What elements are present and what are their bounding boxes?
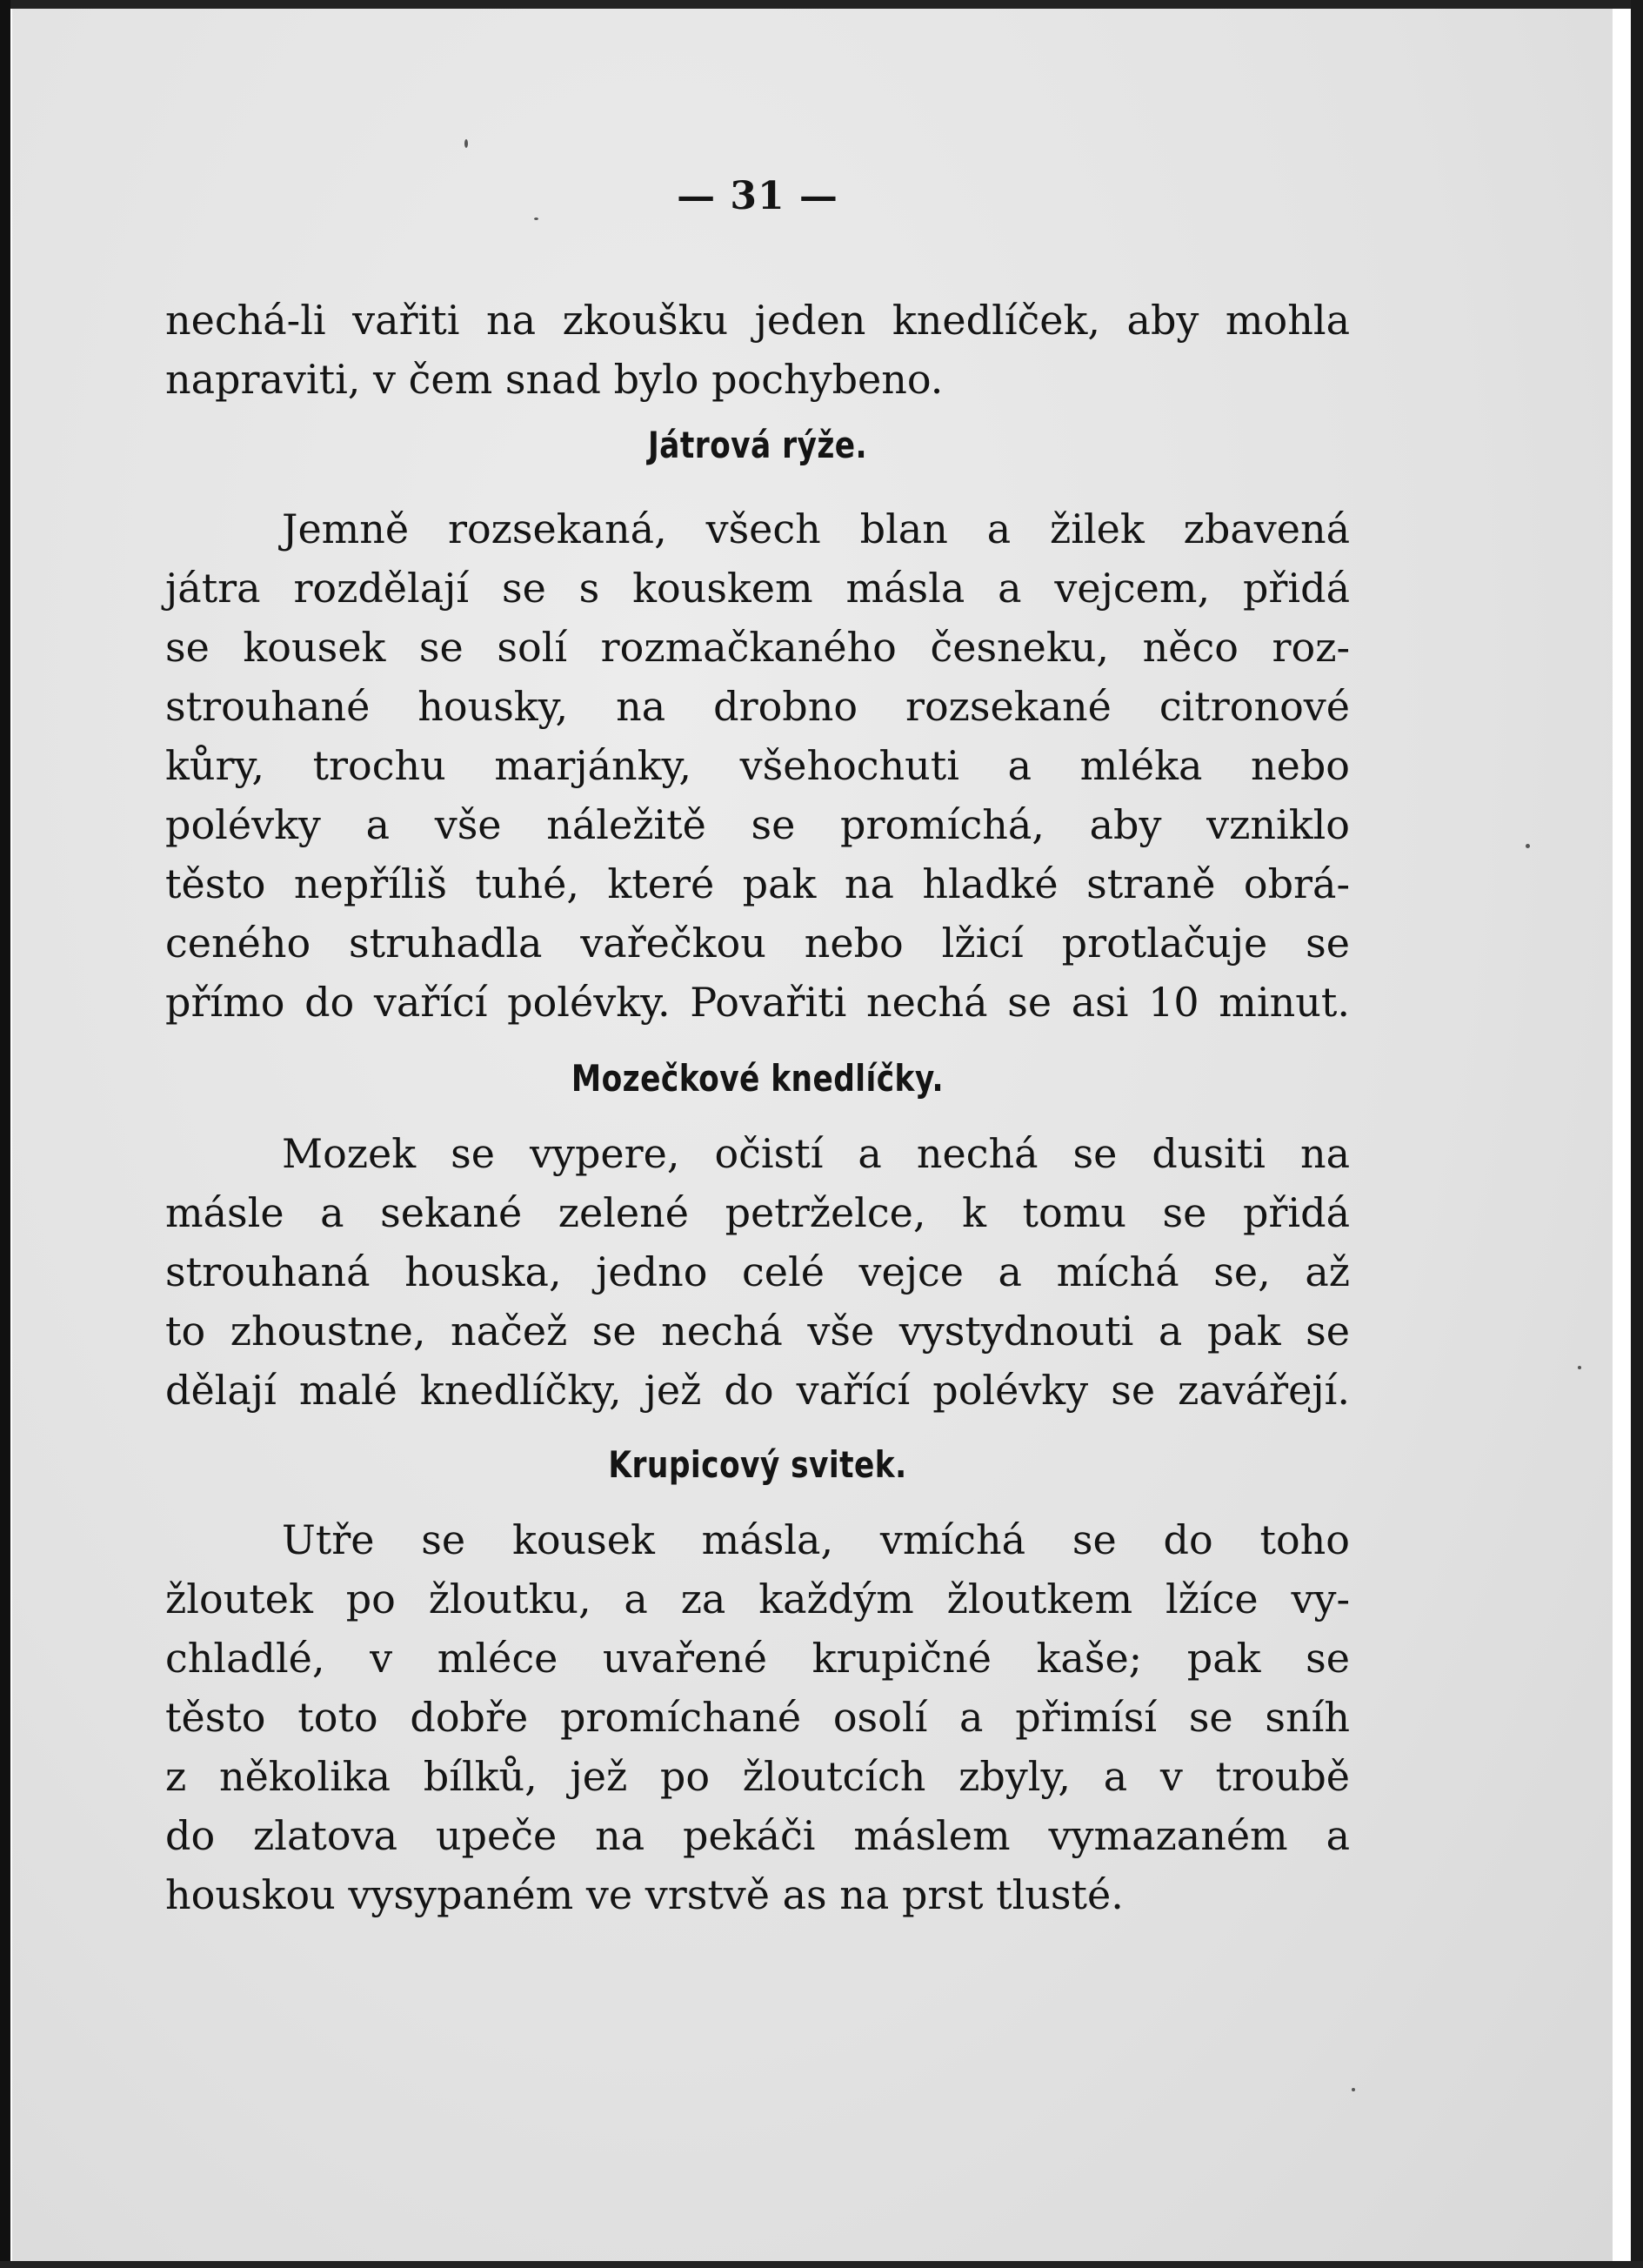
section-line: chladlé, v mléce uvařené krupičné kaše; pak se [165, 1635, 1350, 1682]
section-line: ceného struhadla vařečkou nebo lžicí protlačuje se [165, 920, 1350, 967]
scan-edge-bottom [0, 2261, 1643, 2268]
section-line: kůry, trochu marjánky, všehochuti a mléka nebo [165, 742, 1350, 789]
section-line: těsto nepříliš tuhé, které pak na hladké straně obrá- [165, 860, 1350, 907]
scan-edge-left [0, 0, 10, 2268]
section-line: těsto toto dobře promíchané osolí a přimísí se sníh [165, 1694, 1350, 1741]
section-heading: Mozečkové knedlíčky. [571, 1057, 945, 1100]
section-line: játra rozdělají se s kouskem másla a vejcem, přidá [165, 565, 1350, 612]
intro-line: napraviti, v čem snad bylo pochybeno. [165, 356, 944, 403]
section-line: přímo do vařící polévky. Povařiti nechá se asi 10 minut. [165, 979, 1350, 1026]
section-line: to zhoustne, načež se nechá vše vystydnouti a pak se [165, 1308, 1350, 1355]
section-line: polévky a vše náležitě se promíchá, aby vzniklo [165, 801, 1350, 848]
intro-line: nechá-li vařiti na zkoušku jeden knedlíček, aby mohla [165, 297, 1350, 344]
scan-speck [1578, 1366, 1581, 1369]
scan-edge-top [0, 0, 1643, 9]
section-heading: Krupicový svitek. [608, 1443, 907, 1486]
page-number: — 31 — [677, 174, 838, 218]
section-line: z několika bílků, jež po žloutcích zbyly, a v troubě [165, 1753, 1350, 1800]
section-line: žloutek po žloutku, a za každým žloutkem lžíce vy- [165, 1576, 1350, 1622]
section-line: Mozek se vypere, očistí a nechá se dusiti na [282, 1130, 1350, 1177]
book-page [12, 9, 1613, 2262]
section-line: houskou vysypaném ve vrstvě as na prst tlusté. [165, 1871, 1124, 1918]
section-line: se kousek se solí rozmačkaného česneku, něco roz- [165, 624, 1350, 671]
scan-speck [464, 139, 468, 148]
scan-speck [1352, 2088, 1355, 2091]
section-line: Jemně rozsekaná, všech blan a žilek zbavená [282, 505, 1350, 552]
scan-edge-right [1631, 0, 1643, 2268]
scan-speck [1526, 844, 1530, 848]
section-heading: Játrová rýže. [647, 424, 868, 466]
section-line: másle a sekané zelené petrželce, k tomu se přidá [165, 1189, 1350, 1236]
section-line: do zlatova upeče na pekáči máslem vymazaném a [165, 1812, 1350, 1859]
section-line: dělají malé knedlíčky, jež do vařící polévky se zavářejí. [165, 1367, 1350, 1414]
section-line: strouhaná houska, jedno celé vejce a míchá se, až [165, 1248, 1350, 1295]
section-line: strouhané housky, na drobno rozsekané citronové [165, 683, 1350, 730]
section-line: Utře se kousek másla, vmíchá se do toho [282, 1516, 1350, 1563]
